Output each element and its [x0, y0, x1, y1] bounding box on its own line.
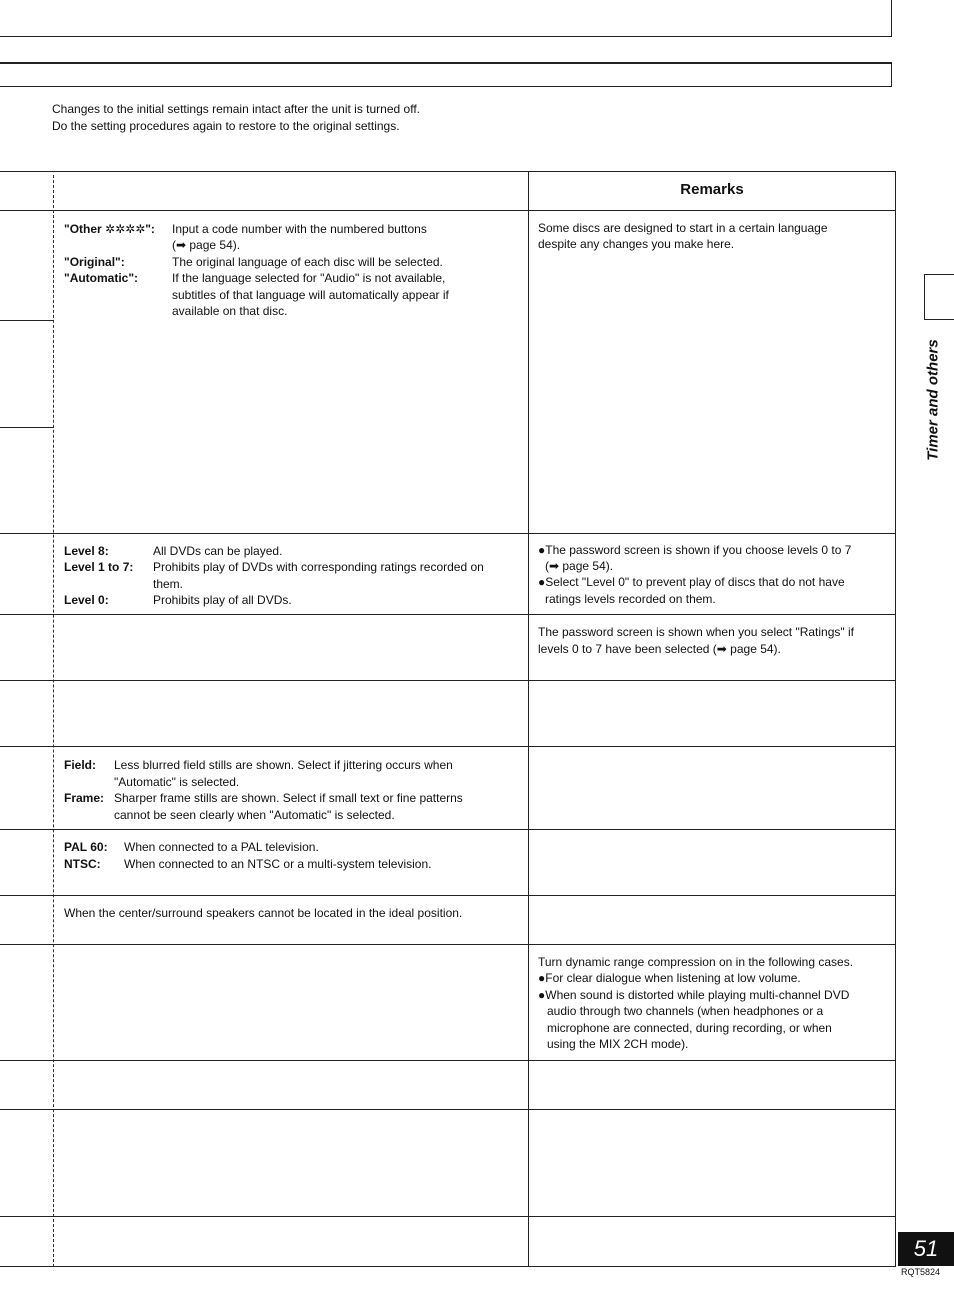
- level0-label: Level 0:: [64, 593, 109, 607]
- intro-line-1: Changes to the initial settings remain intact after the unit is turned off.: [52, 102, 420, 116]
- header-box-edge: [891, 62, 892, 87]
- drc-bullet-2-4: using the MIX 2CH mode).: [547, 1037, 689, 1051]
- drc-bullet-2-2: audio through two channels (when headphones or a: [547, 1004, 824, 1018]
- drc-bullet-2-3: microphone are connected, during recording, or when: [547, 1021, 832, 1035]
- frame-desc-1: Sharper frame stills are shown. Select if small text or fine patterns: [114, 791, 463, 805]
- model-code: RQT5824: [901, 1267, 941, 1277]
- row-sep-language-a: [0, 320, 54, 321]
- row-sep-password: [0, 614, 896, 615]
- frame-desc-2: cannot be seen clearly when "Automatic" is selected.: [114, 808, 395, 822]
- row-sep-a: [0, 680, 896, 681]
- level1to7-label: Level 1 to 7:: [64, 560, 134, 574]
- table-top-left: [0, 171, 528, 172]
- row-sep-d: [0, 1216, 896, 1217]
- level8-desc: All DVDs can be played.: [153, 544, 283, 558]
- automatic-desc-3: available on that disc.: [172, 304, 288, 318]
- field-desc-2: "Automatic" is selected.: [114, 775, 240, 789]
- row-sep-language-b: [0, 427, 54, 428]
- language-remark-1: Some discs are designed to start in a certain language: [538, 221, 828, 235]
- level1to7-desc-1: Prohibits play of DVDs with corresponding ratings recorded on: [153, 560, 484, 574]
- remarks-column-divider: [528, 171, 529, 1267]
- drc-bullet-2-1: ●When sound is distorted while playing multi-channel DVD: [538, 988, 850, 1002]
- automatic-desc-2: subtitles of that language will automatically appear if: [172, 288, 449, 302]
- page-number: 51: [898, 1232, 954, 1266]
- header-box-bottom: [0, 86, 892, 87]
- level1to7-desc-2: them.: [153, 577, 184, 591]
- dashed-column-divider: [53, 175, 54, 1267]
- drc-remark: Turn dynamic range compression on in the following cases.: [538, 955, 854, 969]
- row-sep-c: [0, 1109, 896, 1110]
- pal60-desc: When connected to a PAL television.: [124, 840, 319, 854]
- automatic-label: "Automatic":: [64, 271, 139, 285]
- level0-desc: Prohibits play of all DVDs.: [153, 593, 292, 607]
- table-header-bottom: [0, 210, 896, 211]
- automatic-desc-1: If the language selected for "Audio" is not available,: [172, 271, 446, 285]
- field-label: Field:: [64, 758, 96, 772]
- other-label: "Other ✲✲✲✲":: [64, 222, 155, 236]
- other-desc-2: (➡ page 54).: [172, 238, 241, 252]
- side-tab-label: Timer and others: [924, 339, 942, 461]
- original-label: "Original":: [64, 255, 125, 269]
- password-remark-2: levels 0 to 7 have been selected (➡ page 54).: [538, 642, 781, 656]
- table-right-edge: [895, 171, 896, 1267]
- row-sep-tvtype: [0, 829, 896, 830]
- field-desc-1: Less blurred field stills are shown. Select if jittering occurs when: [114, 758, 453, 772]
- frame-label: Frame:: [64, 791, 105, 805]
- drc-bullet-1: ●For clear dialogue when listening at low volume.: [538, 971, 801, 985]
- header-box-top: [0, 62, 892, 64]
- password-remark-1: The password screen is shown when you select "Ratings" if: [538, 625, 855, 639]
- row-sep-ratings: [0, 533, 896, 534]
- ratings-remark-b1-2: (➡ page 54).: [545, 559, 614, 573]
- delay-desc: When the center/surround speakers cannot be located in the ideal position.: [64, 906, 463, 920]
- row-sep-delay: [0, 895, 896, 896]
- row-sep-b: [0, 1060, 896, 1061]
- top-rule: [0, 36, 892, 37]
- ratings-remark-b2-2: ratings levels recorded on them.: [545, 592, 716, 606]
- ntsc-desc: When connected to an NTSC or a multi-system television.: [124, 857, 432, 871]
- ratings-remark-b1-1: ●The password screen is shown if you choose levels 0 to 7: [538, 543, 852, 557]
- level8-label: Level 8:: [64, 544, 109, 558]
- table-top-right: [528, 171, 896, 172]
- ratings-remark-b2-1: ●Select "Level 0" to prevent play of discs that do not have: [538, 575, 845, 589]
- table-bottom: [0, 1266, 896, 1267]
- original-desc: The original language of each disc will be selected.: [172, 255, 443, 269]
- remarks-header: Remarks: [680, 181, 744, 198]
- pal60-label: PAL 60:: [64, 840, 108, 854]
- row-sep-still: [0, 746, 896, 747]
- side-tab: [918, 300, 948, 500]
- top-rule-edge: [891, 0, 892, 37]
- language-remark-2: despite any changes you make here.: [538, 237, 735, 251]
- ntsc-label: NTSC:: [64, 857, 101, 871]
- row-sep-drc: [0, 944, 896, 945]
- intro-line-2: Do the setting procedures again to restore to the original settings.: [52, 119, 400, 133]
- other-desc-1: Input a code number with the numbered buttons: [172, 222, 427, 236]
